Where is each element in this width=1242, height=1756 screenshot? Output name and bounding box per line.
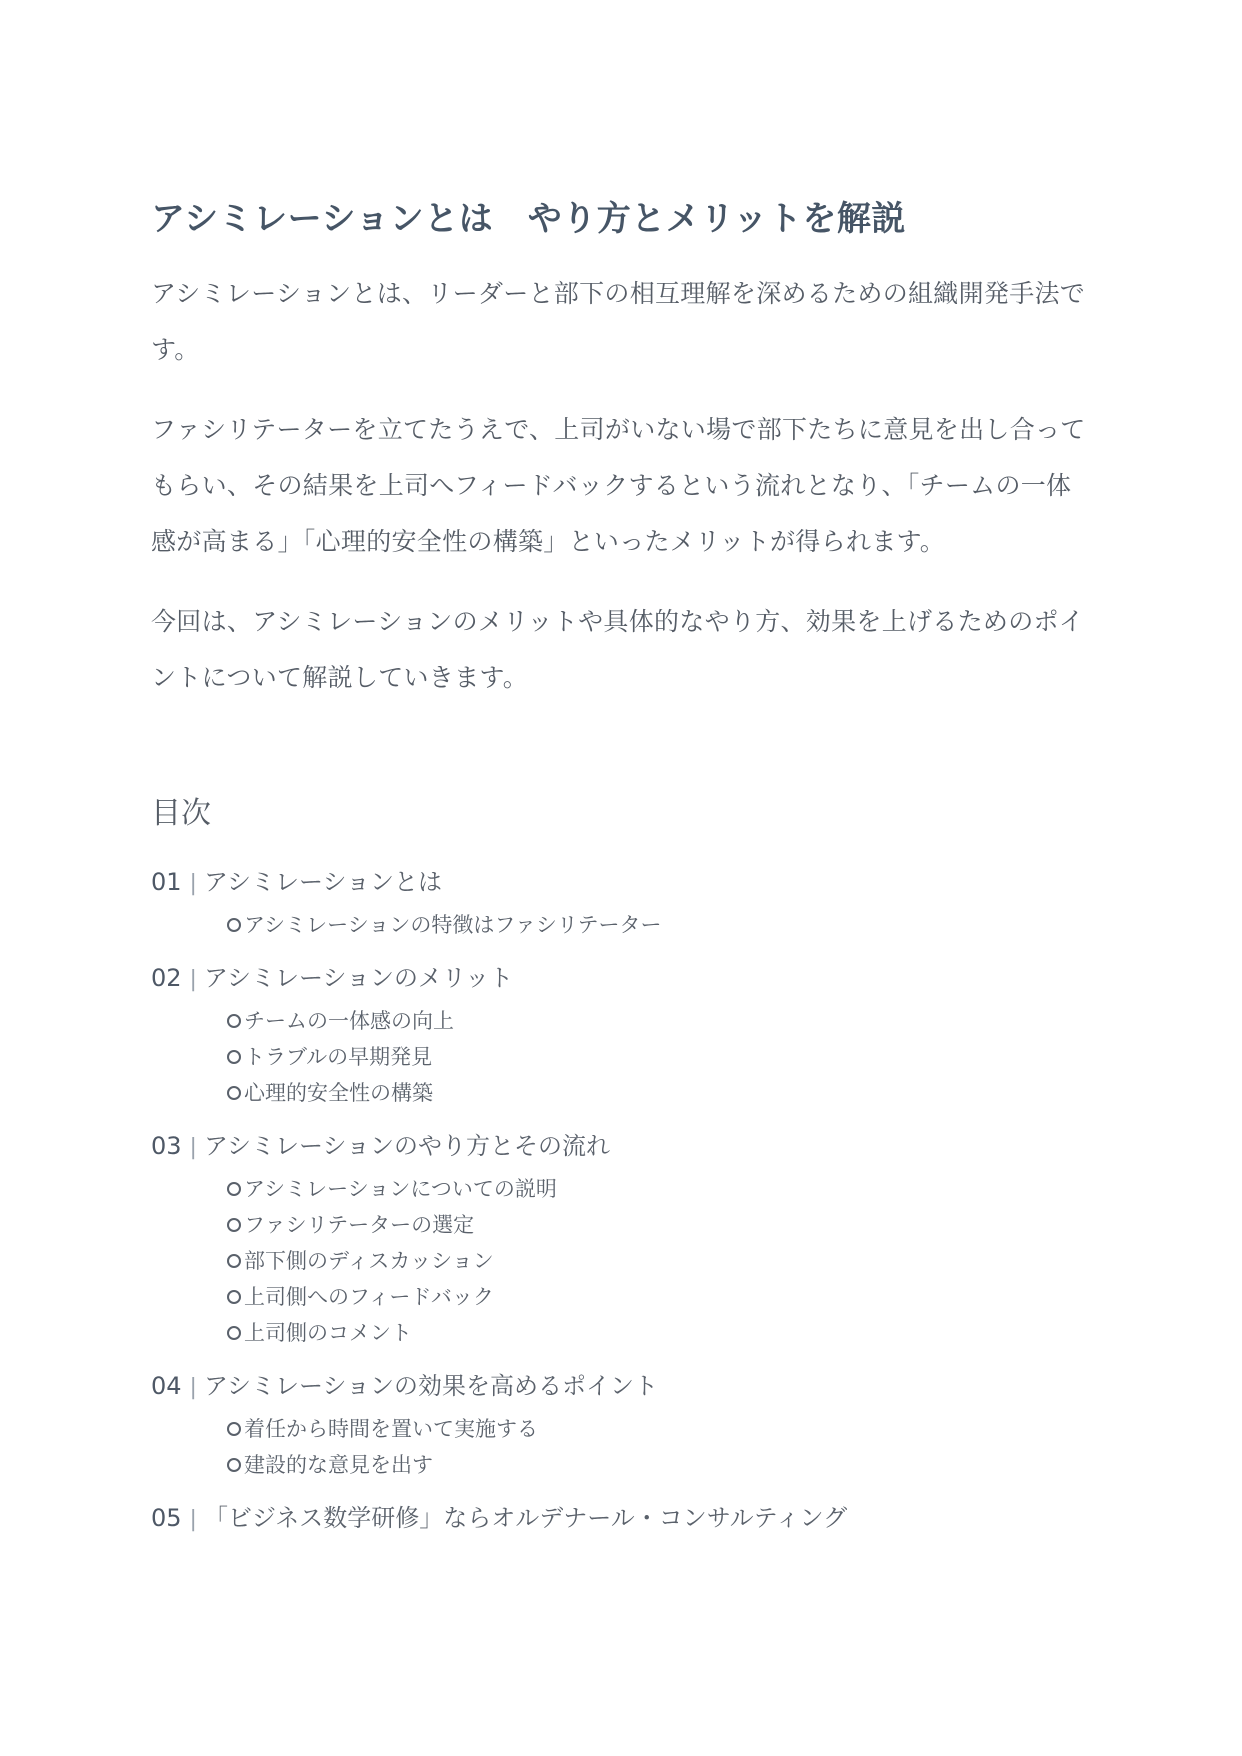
circle-bullet-icon [227, 1050, 241, 1064]
toc-subitem-label: ファシリテーターの選定 [244, 1213, 475, 1237]
circle-bullet-icon [227, 1182, 241, 1196]
toc-section-link[interactable] [151, 959, 1086, 999]
toc-subitem-label: チームの一体感の向上 [244, 1009, 454, 1033]
toc-separator: | [189, 1135, 197, 1160]
toc-subitem[interactable] [227, 1411, 1086, 1447]
toc-subitem[interactable] [227, 1039, 1086, 1075]
circle-bullet-icon [227, 1218, 241, 1232]
toc-subitem[interactable] [227, 1171, 1086, 1207]
intro-section [151, 266, 1086, 730]
toc-separator: | [189, 871, 197, 896]
circle-bullet-icon [227, 1326, 241, 1340]
toc-subitem[interactable] [227, 1075, 1086, 1111]
circle-bullet-icon [227, 1014, 241, 1028]
toc-subitem-label: 建設的な意見を出す [244, 1453, 433, 1477]
circle-bullet-icon [227, 1086, 241, 1100]
toc-subitem-label: 上司側へのフィードバック [244, 1285, 494, 1309]
toc-section-title: 「ビジネス数学研修」ならオルデナール・コンサルティング [203, 1504, 848, 1532]
toc-section-title: アシミレーションのやり方とその流れ [203, 1132, 611, 1160]
toc-separator: | [189, 1507, 197, 1532]
toc-section-link[interactable] [151, 1367, 1086, 1407]
toc-section-number: 05 [151, 1504, 182, 1532]
toc-heading: 目次 [151, 796, 211, 831]
circle-bullet-icon [227, 918, 241, 932]
toc-subitem[interactable] [227, 1279, 1086, 1315]
toc-section-title: アシミレーションのメリット [203, 964, 514, 992]
toc-section [151, 1127, 1086, 1351]
toc-section-link[interactable] [151, 1127, 1086, 1167]
toc-section-link[interactable] [151, 1499, 1086, 1539]
toc-separator: | [189, 967, 197, 992]
toc-subitem[interactable] [227, 907, 1086, 943]
toc-subitem-label: 心理的安全性の構築 [244, 1081, 433, 1105]
toc-subitem-label: トラブルの早期発見 [244, 1045, 433, 1069]
toc-section-title: アシミレーションの効果を高めるポイント [203, 1372, 659, 1400]
toc-section [151, 863, 1086, 943]
circle-bullet-icon [227, 1458, 241, 1472]
toc-section-number: 02 [151, 964, 182, 992]
toc-subitem-label: 部下側のディスカッション [244, 1249, 494, 1273]
circle-bullet-icon [227, 1290, 241, 1304]
toc-subitems [227, 907, 1086, 943]
intro-paragraph: 今回は、アシミレーションのメリットや具体的なやり方、効果を上げるためのポイントについて解説していきます。 [151, 607, 1085, 692]
toc-subitem-label: アシミレーションについての説明 [244, 1177, 557, 1201]
circle-bullet-icon [227, 1254, 241, 1268]
toc-section-number: 03 [151, 1132, 182, 1160]
table-of-contents [151, 863, 1086, 1555]
intro-paragraph: アシミレーションとは、リーダーと部下の相互理解を深めるための組織開発手法です。 [151, 279, 1086, 364]
toc-section-number: 04 [151, 1372, 182, 1400]
toc-subitem-label: 着任から時間を置いて実施する [244, 1417, 538, 1441]
toc-subitem[interactable] [227, 1003, 1086, 1039]
toc-subitem[interactable] [227, 1447, 1086, 1483]
toc-subitem-label: アシミレーションの特徴はファシリテーター [244, 913, 662, 937]
toc-section [151, 1367, 1086, 1483]
toc-subitems [227, 1003, 1086, 1111]
toc-section [151, 1499, 1086, 1539]
toc-section-link[interactable] [151, 863, 1086, 903]
toc-section-number: 01 [151, 868, 182, 896]
toc-subitem[interactable] [227, 1243, 1086, 1279]
toc-section-title: アシミレーションとは [203, 868, 443, 896]
toc-subitem-label: 上司側のコメント [244, 1321, 412, 1345]
toc-separator: | [189, 1375, 197, 1400]
toc-subitems [227, 1411, 1086, 1483]
toc-subitems [227, 1171, 1086, 1351]
toc-subitem[interactable] [227, 1315, 1086, 1351]
article-title: アシミレーションとは やり方とメリットを解説 [151, 199, 906, 239]
circle-bullet-icon [227, 1422, 241, 1436]
intro-paragraph: ファシリテーターを立てたうえで、上司がいない場で部下たちに意見を出し合ってもらい、その結果を上司へフィードバックするという流れとなり、「チームの一体感が高まる」「心理的安全性の構築」といったメリットが得られます。 [151, 415, 1086, 556]
toc-subitem[interactable] [227, 1207, 1086, 1243]
toc-section [151, 959, 1086, 1111]
